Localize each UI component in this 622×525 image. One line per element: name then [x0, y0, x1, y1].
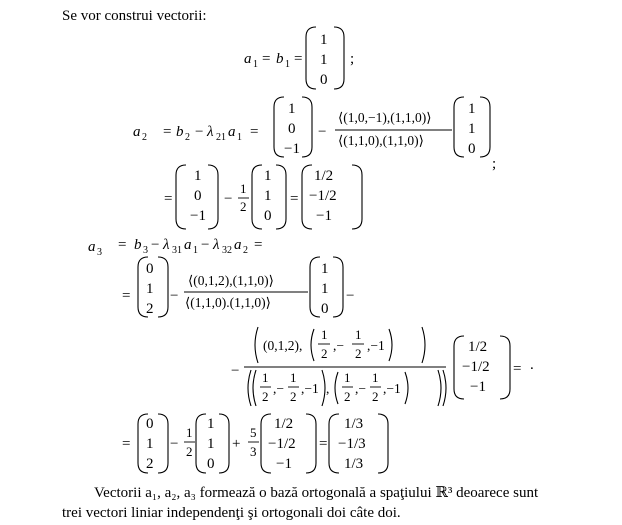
svg-text:λ: λ — [213, 237, 220, 253]
svg-text:⟨(1,0,−1),(1,1,0)⟩: ⟨(1,0,−1),(1,1,0)⟩ — [338, 110, 432, 125]
svg-text:2: 2 — [372, 389, 379, 404]
svg-text:0: 0 — [468, 141, 476, 157]
svg-text:a: a — [244, 51, 252, 67]
svg-text:−: − — [346, 288, 355, 304]
svg-text:=: = — [118, 237, 127, 253]
svg-text:1: 1 — [344, 370, 351, 385]
svg-text:1: 1 — [146, 436, 154, 452]
svg-text:2: 2 — [262, 389, 269, 404]
svg-text:1: 1 — [253, 59, 258, 70]
svg-text:=: = — [122, 288, 131, 304]
svg-text:2: 2 — [243, 245, 248, 256]
equation-a1 — [244, 27, 354, 89]
svg-text:1/2: 1/2 — [468, 339, 488, 355]
svg-text:0: 0 — [288, 121, 296, 137]
svg-text:1: 1 — [240, 181, 247, 196]
svg-text:⟨(1,1,0).(1,1,0)⟩: ⟨(1,1,0).(1,1,0)⟩ — [185, 295, 271, 310]
svg-text:0: 0 — [207, 456, 215, 472]
svg-text:−: − — [170, 436, 179, 452]
svg-text:1: 1 — [186, 425, 193, 440]
svg-text:−1/3: −1/3 — [338, 436, 366, 452]
svg-text:3: 3 — [250, 444, 257, 459]
svg-text:0: 0 — [146, 261, 154, 277]
svg-text:,−1: ,−1 — [367, 338, 385, 353]
equation-a2-continued — [164, 165, 362, 229]
svg-text:.: . — [530, 357, 534, 373]
svg-text:5: 5 — [250, 425, 257, 440]
svg-text:1: 1 — [288, 101, 296, 117]
svg-text:−1: −1 — [316, 208, 332, 224]
svg-text:1: 1 — [262, 370, 269, 385]
svg-text:+: + — [232, 436, 241, 452]
svg-text:1: 1 — [321, 281, 329, 297]
svg-text:=: = — [122, 436, 131, 452]
svg-text:;: ; — [492, 156, 497, 172]
svg-text:−1: −1 — [276, 456, 292, 472]
svg-text:a: a — [88, 239, 96, 255]
intro-text: Se vor construi vectorii: — [62, 8, 207, 24]
svg-text:;: ; — [350, 51, 355, 67]
conclusion-line-2: trei vectori liniar independenţi şi ortogonali doi câte doi. — [62, 505, 401, 521]
svg-text:=: = — [290, 191, 299, 207]
svg-text:1: 1 — [285, 59, 290, 70]
equation-a3-result — [122, 414, 388, 473]
equation-a3 — [88, 237, 262, 258]
svg-text:2: 2 — [142, 132, 147, 143]
svg-text:,−1: ,−1 — [383, 381, 401, 396]
svg-text:=: = — [319, 436, 328, 452]
equation-a2 — [133, 97, 496, 172]
svg-text:31: 31 — [172, 245, 182, 256]
svg-text:−: − — [231, 363, 240, 379]
svg-text:3: 3 — [97, 247, 102, 258]
svg-text:,−: ,− — [333, 338, 344, 353]
svg-text:1/2: 1/2 — [314, 168, 334, 184]
svg-text:a: a — [133, 124, 141, 140]
svg-text:=: = — [163, 124, 172, 140]
svg-text:1: 1 — [264, 188, 272, 204]
equation-a3-expansion — [122, 257, 354, 317]
svg-text:32: 32 — [222, 245, 232, 256]
svg-text:0: 0 — [194, 188, 202, 204]
svg-text:(0,1,2),: (0,1,2), — [263, 338, 303, 353]
svg-text:1/3: 1/3 — [344, 416, 364, 432]
svg-text:−1/2: −1/2 — [309, 188, 337, 204]
svg-text:0: 0 — [321, 301, 329, 317]
svg-text:0: 0 — [146, 416, 154, 432]
svg-text:1: 1 — [468, 121, 476, 137]
equation-a3-projection — [231, 327, 534, 406]
svg-text:,: , — [326, 381, 330, 396]
svg-text:1/3: 1/3 — [344, 456, 364, 472]
svg-text:−1: −1 — [284, 141, 300, 157]
svg-text:1: 1 — [194, 168, 202, 184]
svg-text:−: − — [224, 191, 233, 207]
svg-text:1: 1 — [290, 370, 297, 385]
svg-text:a: a — [228, 124, 236, 140]
svg-text:a: a — [184, 237, 192, 253]
svg-text:1: 1 — [237, 132, 242, 143]
svg-text:,−1: ,−1 — [301, 381, 319, 396]
svg-text:b: b — [276, 51, 284, 67]
svg-text:1: 1 — [355, 327, 362, 342]
svg-text:1: 1 — [264, 168, 272, 184]
svg-text:a: a — [234, 237, 242, 253]
svg-text:b: b — [134, 237, 142, 253]
svg-text:1: 1 — [193, 245, 198, 256]
svg-text:21: 21 — [216, 132, 226, 143]
svg-text:2: 2 — [355, 346, 362, 361]
svg-text:λ: λ — [163, 237, 170, 253]
svg-text:1: 1 — [372, 370, 379, 385]
svg-text:−: − — [201, 237, 210, 253]
svg-text:1: 1 — [146, 281, 154, 297]
svg-text:=: = — [254, 237, 263, 253]
svg-text:1: 1 — [320, 32, 328, 48]
svg-text:1: 1 — [468, 101, 476, 117]
svg-text:⟨(0,1,2),(1,1,0)⟩: ⟨(0,1,2),(1,1,0)⟩ — [188, 273, 274, 288]
svg-text:2: 2 — [146, 456, 154, 472]
svg-text:=: = — [164, 191, 173, 207]
svg-text:−1: −1 — [190, 208, 206, 224]
svg-text:=: = — [250, 124, 259, 140]
svg-text:=: = — [294, 51, 303, 67]
svg-text:1: 1 — [321, 261, 329, 277]
svg-text:0: 0 — [320, 72, 328, 88]
svg-text:1/2: 1/2 — [274, 416, 294, 432]
svg-text:−1/2: −1/2 — [462, 359, 490, 375]
svg-text:2: 2 — [186, 444, 193, 459]
svg-text:⟨(1,1,0),(1,1,0)⟩: ⟨(1,1,0),(1,1,0)⟩ — [338, 133, 424, 148]
svg-text:,−: ,− — [273, 381, 284, 396]
svg-text:−: − — [170, 288, 179, 304]
svg-text:2: 2 — [146, 301, 154, 317]
svg-text:b: b — [176, 124, 184, 140]
svg-text:−1/2: −1/2 — [268, 436, 296, 452]
svg-text:2: 2 — [290, 389, 297, 404]
svg-text:=: = — [513, 361, 522, 377]
svg-text:2: 2 — [344, 389, 351, 404]
svg-text:2: 2 — [185, 132, 190, 143]
svg-text:λ: λ — [207, 124, 214, 140]
conclusion-line-1: Vectorii a₁, a₂, a₃ formează o bază ortogonală a spaţiului ℝ³ deoarece sunt — [94, 485, 539, 501]
svg-text:1: 1 — [321, 327, 328, 342]
svg-text:1: 1 — [207, 436, 215, 452]
svg-text:2: 2 — [240, 199, 247, 214]
svg-text:=: = — [262, 51, 271, 67]
svg-text:2: 2 — [321, 346, 328, 361]
svg-text:1: 1 — [320, 52, 328, 68]
svg-text:1: 1 — [207, 416, 215, 432]
svg-text:−1: −1 — [470, 379, 486, 395]
svg-text:0: 0 — [264, 208, 272, 224]
svg-text:3: 3 — [143, 245, 148, 256]
svg-text:−: − — [195, 124, 204, 140]
svg-text:,−: ,− — [355, 381, 366, 396]
svg-text:−: − — [318, 124, 327, 140]
svg-text:−: − — [151, 237, 160, 253]
